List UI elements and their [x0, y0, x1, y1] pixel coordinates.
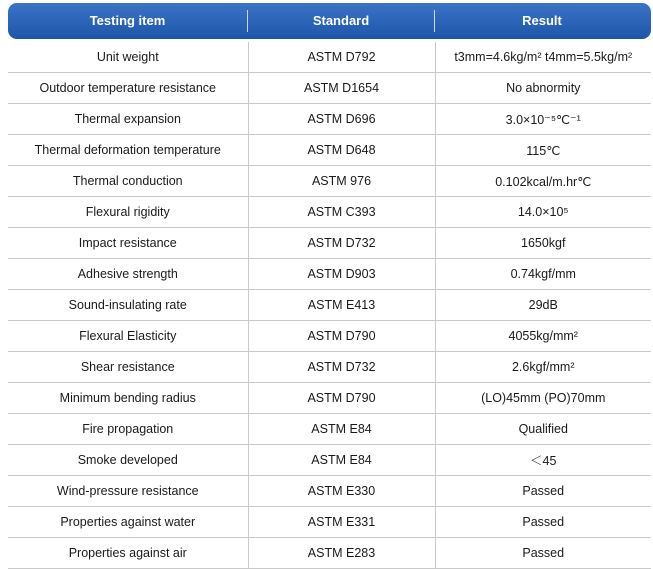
- table-row: [8, 383, 651, 414]
- standard-cell: ASTM D790: [248, 383, 435, 414]
- testing-item-cell: Properties against water: [8, 507, 248, 538]
- table-row: [8, 538, 651, 569]
- testing-item-cell: Thermal deformation temperature: [8, 135, 248, 166]
- header-standard: Standard: [312, 13, 370, 28]
- table-row: [8, 228, 651, 259]
- standard-cell: ASTM E84: [248, 414, 435, 445]
- table-row: [8, 104, 651, 135]
- standard-cell: ASTM D732: [248, 352, 435, 383]
- standard-cell: ASTM 976: [248, 166, 435, 197]
- testing-item-cell: Sound-insulating rate: [8, 290, 248, 321]
- standard-cell: ASTM D903: [248, 259, 435, 290]
- result-cell: Passed: [435, 538, 651, 569]
- testing-item-cell: Shear resistance: [8, 352, 248, 383]
- standard-cell: ASTM D696: [248, 104, 435, 135]
- table-row: [8, 507, 651, 538]
- table-body: [8, 42, 651, 569]
- table-row: [8, 135, 651, 166]
- standard-cell: ASTM D792: [248, 42, 435, 73]
- table-row: [8, 73, 651, 104]
- testing-item-cell: Smoke developed: [8, 445, 248, 476]
- testing-item-cell: Wind-pressure resistance: [8, 476, 248, 507]
- result-cell: 0.102kcal/m.hr℃: [435, 166, 651, 197]
- result-cell: 29dB: [435, 290, 651, 321]
- result-cell: 115℃: [435, 135, 651, 166]
- testing-item-cell: Properties against air: [8, 538, 248, 569]
- testing-item-cell: Flexural Elasticity: [8, 321, 248, 352]
- standard-cell: ASTM E283: [248, 538, 435, 569]
- testing-item-cell: Thermal conduction: [8, 166, 248, 197]
- table-row: [8, 414, 651, 445]
- table-row: [8, 445, 651, 476]
- standard-cell: ASTM D648: [248, 135, 435, 166]
- result-cell: 3.0×10⁻⁵℃⁻¹: [435, 104, 651, 135]
- table-row: [8, 166, 651, 197]
- spec-table: [8, 42, 651, 569]
- result-cell: 0.74kgf/mm: [435, 259, 651, 290]
- standard-cell: ASTM E330: [248, 476, 435, 507]
- result-cell: Qualified: [435, 414, 651, 445]
- standard-cell: ASTM D1654: [248, 73, 435, 104]
- header-result: Result: [522, 13, 562, 28]
- standard-cell: ASTM D790: [248, 321, 435, 352]
- table-row: [8, 321, 651, 352]
- standard-cell: ASTM E331: [248, 507, 435, 538]
- result-cell: Passed: [435, 476, 651, 507]
- standard-cell: ASTM C393: [248, 197, 435, 228]
- table-row: [8, 352, 651, 383]
- result-cell: Passed: [435, 507, 651, 538]
- testing-item-cell: Unit weight: [8, 42, 248, 73]
- testing-item-cell: Thermal expansion: [8, 104, 248, 135]
- standard-cell: ASTM E413: [248, 290, 435, 321]
- table-row: [8, 42, 651, 73]
- testing-item-cell: Fire propagation: [8, 414, 248, 445]
- standard-cell: ASTM E84: [248, 445, 435, 476]
- testing-item-cell: Outdoor temperature resistance: [8, 73, 248, 104]
- result-cell: ＜45: [435, 445, 651, 476]
- testing-item-cell: Adhesive strength: [8, 259, 248, 290]
- result-cell: 14.0×10⁵: [435, 197, 651, 228]
- table-row: [8, 476, 651, 507]
- header-testing-item: Testing item: [89, 13, 166, 28]
- result-cell: 2.6kgf/mm²: [435, 352, 651, 383]
- table-row: [8, 259, 651, 290]
- testing-item-cell: Minimum bending radius: [8, 383, 248, 414]
- standard-cell: ASTM D732: [248, 228, 435, 259]
- result-cell: t3mm=4.6kg/m² t4mm=5.5kg/m²: [435, 42, 651, 73]
- table-row: [8, 197, 651, 228]
- table-row: [8, 290, 651, 321]
- result-cell: (LO)45mm (PO)70mm: [435, 383, 651, 414]
- result-cell: 4055kg/mm²: [435, 321, 651, 352]
- result-cell: No abnormity: [435, 73, 651, 104]
- table-header: [8, 3, 651, 39]
- result-cell: 1650kgf: [435, 228, 651, 259]
- testing-item-cell: Flexural rigidity: [8, 197, 248, 228]
- testing-item-cell: Impact resistance: [8, 228, 248, 259]
